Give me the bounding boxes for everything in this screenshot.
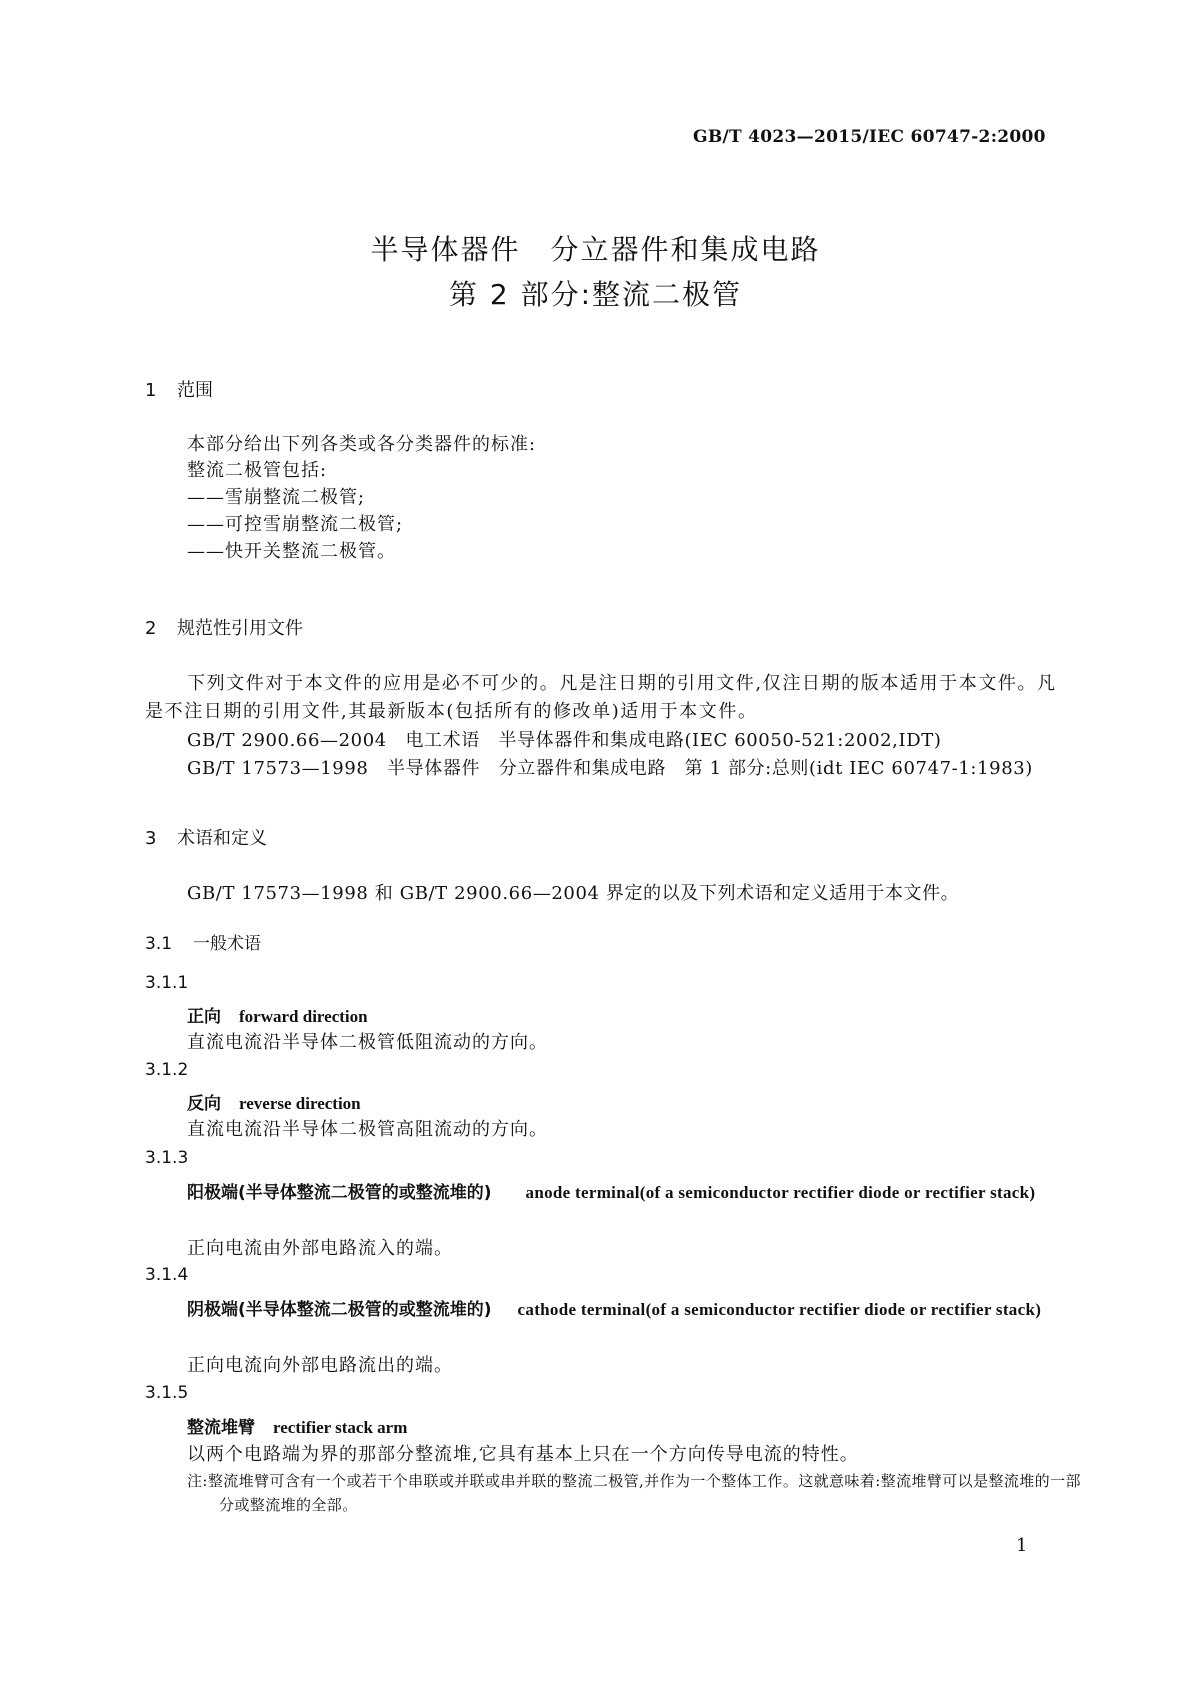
section-3-heading (145, 824, 267, 850)
subsection-title: 一般术语 (193, 934, 261, 954)
subsection-number: 3.1 (145, 934, 173, 954)
term-title (187, 1413, 407, 1438)
term-en: forward direction (239, 1007, 368, 1026)
note: 注:整流堆臂可含有一个或若干个串联或并联或串并联的整流二极管,并作为一个整体工作。这就意味着:整流堆臂可以是整流堆的一部分或整流堆的全部。 (187, 1472, 1081, 1514)
section-2-heading (145, 614, 303, 640)
term-number: 3.1.2 (145, 1060, 189, 1080)
term-definition: 以两个电路端为界的那部分整流堆,它具有基本上只在一个方向传导电流的特性。 (187, 1444, 859, 1465)
section-title: 规范性引用文件 (177, 618, 303, 639)
term-zh: 整流堆臂 (187, 1418, 255, 1438)
section-number: 3 (145, 828, 157, 849)
term-definition: 直流电流沿半导体二极管高阻流动的方向。 (187, 1119, 548, 1140)
terms-intro: GB/T 17573—1998 和 GB/T 2900.66—2004 界定的以及下列术语和定义适用于本文件。 (187, 883, 960, 904)
scope-line-3: ——雪崩整流二极管; (187, 487, 366, 508)
section-1-heading (145, 376, 213, 402)
term-definition: 直流电流沿半导体二极管低阻流动的方向。 (187, 1032, 548, 1053)
term-title (187, 1002, 368, 1027)
section-number: 2 (145, 618, 157, 639)
section-title: 术语和定义 (177, 828, 267, 849)
term-definition: 正向电流由外部电路流入的端。 (187, 1238, 453, 1259)
term-number: 3.1.3 (145, 1148, 189, 1168)
standard-code: GB/T 4023—2015/IEC 60747-2:2000 (693, 127, 1046, 147)
section-number: 1 (145, 380, 157, 401)
reference-2: GB/T 17573—1998 半导体器件 分立器件和集成电路 第 1 部分:总则(idt IEC 60747-1:1983) (187, 758, 1033, 779)
term-en: reverse direction (239, 1094, 361, 1113)
document-title-line2: 第 2 部分:整流二极管 (448, 278, 743, 311)
scope-line-4: ——可控雪崩整流二极管; (187, 514, 404, 535)
term-number: 3.1.5 (145, 1383, 189, 1403)
term-en: rectifier stack arm (273, 1418, 408, 1437)
scope-line-5: ——快开关整流二极管。 (187, 541, 396, 562)
term-title (187, 1089, 361, 1114)
term-number: 3.1.4 (145, 1265, 189, 1285)
term-zh: 阴极端(半导体整流二极管的或整流堆的) (187, 1300, 492, 1320)
term-zh: 反向 (187, 1094, 221, 1114)
subsection-3-1-heading (145, 929, 261, 954)
term-en: cathode terminal(of a semiconductor rectifier diode or rectifier stack) (517, 1300, 1042, 1319)
scope-line-1: 本部分给出下列各类或各分类器件的标准: (187, 434, 537, 455)
page-number: 1 (1016, 1535, 1028, 1556)
term-zh: 正向 (187, 1007, 221, 1027)
scope-line-2: 整流二极管包括: (187, 460, 328, 481)
document-title-line1: 半导体器件 分立器件和集成电路 (370, 233, 821, 266)
reference-1: GB/T 2900.66—2004 电工术语 半导体器件和集成电路(IEC 60050-521:2002,IDT) (187, 730, 942, 751)
normative-refs-paragraph: 下列文件对于本文件的应用是必不可少的。凡是注日期的引用文件,仅注日期的版本适用于本文件。凡是不注日期的引用文件,其最新版本(包括所有的修改单)适用于本文件。 (145, 673, 1057, 722)
term-title (145, 1295, 1060, 1325)
section-title: 范围 (177, 380, 213, 401)
term-zh: 阳极端(半导体整流二极管的或整流堆的) (187, 1183, 492, 1203)
term-title (145, 1178, 1060, 1208)
term-number: 3.1.1 (145, 973, 189, 993)
term-definition: 正向电流向外部电路流出的端。 (187, 1355, 453, 1376)
term-en: anode terminal(of a semiconductor rectifier diode or rectifier stack) (525, 1183, 1036, 1202)
